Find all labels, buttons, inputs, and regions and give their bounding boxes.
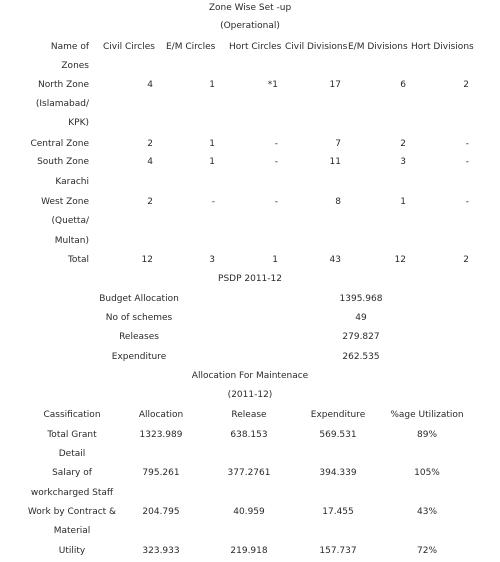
maint-cell: 72% bbox=[416, 546, 438, 556]
zone-cell: - bbox=[274, 197, 278, 207]
maint-cell: 1323.989 bbox=[139, 430, 183, 440]
zone-cell: - bbox=[211, 197, 215, 207]
zone-cell: *1 bbox=[267, 80, 278, 90]
zone-cell: 1 bbox=[209, 157, 215, 167]
zone-cell: 1 bbox=[272, 255, 278, 265]
zone-cell: - bbox=[274, 139, 278, 149]
zone-cell: 8 bbox=[335, 197, 341, 207]
maint-cell: 17.455 bbox=[322, 507, 354, 517]
maint-row-label-cont: Material bbox=[53, 526, 91, 536]
maint-header-classification: Cassification bbox=[43, 410, 101, 420]
zone-cell: 4 bbox=[147, 80, 153, 90]
zone-cell: - bbox=[465, 157, 469, 167]
maint-header-expenditure: Expenditure bbox=[310, 410, 366, 420]
zone-cell: 2 bbox=[147, 139, 153, 149]
maint-cell: 105% bbox=[414, 468, 440, 478]
zone-row-name-cont: (Islamabad/ bbox=[35, 99, 89, 109]
psdp-label: Expenditure bbox=[111, 352, 167, 362]
maint-cell: 394.339 bbox=[319, 468, 357, 478]
maint-cell: 323.933 bbox=[142, 546, 180, 556]
psdp-value: 262.535 bbox=[342, 352, 380, 362]
zone-row-name: Central Zone bbox=[30, 139, 89, 149]
maint-title: Allocation For Maintenace bbox=[191, 371, 309, 381]
zone-cell: 4 bbox=[147, 157, 153, 167]
zone-cell: 2 bbox=[463, 80, 469, 90]
zone-cell: 12 bbox=[394, 255, 406, 265]
zone-cell: 1 bbox=[400, 197, 406, 207]
zone-title: Zone Wise Set -up bbox=[208, 3, 292, 13]
psdp-label: Budget Allocation bbox=[99, 294, 179, 304]
maint-row-label-cont: workcharged Staff bbox=[30, 488, 114, 498]
maint-cell: 89% bbox=[416, 430, 438, 440]
maint-cell: 638.153 bbox=[230, 430, 268, 440]
maint-cell: 795.261 bbox=[142, 468, 180, 478]
zone-subtitle: (Operational) bbox=[220, 21, 280, 31]
psdp-value: 279.827 bbox=[342, 332, 380, 342]
maint-cell: 377.2761 bbox=[227, 468, 271, 478]
zone-cell: 12 bbox=[141, 255, 153, 265]
zone-cell: - bbox=[465, 139, 469, 149]
zone-header-name-cont: Zones bbox=[61, 61, 89, 71]
maint-row-label: Total Grant bbox=[47, 430, 97, 440]
zone-header-civil-circles: Civil Circles bbox=[103, 42, 155, 52]
maint-cell: 40.959 bbox=[233, 507, 265, 517]
maint-subtitle: (2011-12) bbox=[227, 390, 273, 400]
zone-cell: 1 bbox=[209, 80, 215, 90]
psdp-value: 49 bbox=[355, 313, 367, 323]
zone-cell: - bbox=[465, 197, 469, 207]
maint-row-label: Salary of bbox=[52, 468, 92, 478]
zone-cell: - bbox=[274, 157, 278, 167]
zone-cell: 1 bbox=[209, 139, 215, 149]
zone-cell: 2 bbox=[463, 255, 469, 265]
zone-cell: 43 bbox=[329, 255, 341, 265]
maint-cell: 204.795 bbox=[142, 507, 180, 517]
zone-cell: 2 bbox=[400, 139, 406, 149]
maint-cell: 157.737 bbox=[319, 546, 357, 556]
maint-header-utilization: %age Utilization bbox=[390, 410, 464, 420]
zone-cell: 11 bbox=[329, 157, 341, 167]
psdp-title: PSDP 2011-12 bbox=[218, 274, 282, 284]
zone-cell: 17 bbox=[329, 80, 341, 90]
zone-row-name-cont: (Quetta/ bbox=[51, 216, 89, 226]
zone-cell: 3 bbox=[209, 255, 215, 265]
maint-header-release: Release bbox=[231, 410, 267, 420]
zone-header-civil-divisions: Civil Divisions bbox=[285, 42, 348, 52]
maint-row-label: Utility bbox=[58, 546, 86, 556]
zone-row-name-cont: Multan) bbox=[54, 236, 89, 246]
psdp-value: 1395.968 bbox=[339, 294, 383, 304]
zone-row-name-cont: Karachi bbox=[55, 177, 89, 187]
maint-row-label-cont: Detail bbox=[58, 449, 86, 459]
maint-header-allocation: Allocation bbox=[138, 410, 184, 420]
zone-cell: 3 bbox=[400, 157, 406, 167]
maint-cell: 219.918 bbox=[230, 546, 268, 556]
zone-header-hort-divisions: Hort Divisions bbox=[411, 42, 474, 52]
psdp-label: Releases bbox=[119, 332, 159, 342]
zone-header-name: Name of bbox=[50, 42, 89, 52]
maint-cell: 569.531 bbox=[319, 430, 357, 440]
zone-header-em-divisions: E/M Divisions bbox=[348, 42, 408, 52]
zone-cell: 2 bbox=[147, 197, 153, 207]
zone-header-em-circles: E/M Circles bbox=[166, 42, 216, 52]
zone-header-hort-circles: Hort Circles bbox=[229, 42, 282, 52]
maint-cell: 43% bbox=[416, 507, 438, 517]
zone-row-name-cont: KPK) bbox=[68, 118, 89, 128]
zone-cell: 6 bbox=[400, 80, 406, 90]
psdp-label: No of schemes bbox=[105, 313, 173, 323]
zone-row-name: North Zone bbox=[38, 80, 89, 90]
zone-row-name: Total bbox=[67, 255, 89, 265]
zone-row-name: South Zone bbox=[37, 157, 89, 167]
zone-row-name: West Zone bbox=[41, 197, 89, 207]
zone-cell: 7 bbox=[335, 139, 341, 149]
maint-row-label: Work by Contract & bbox=[27, 507, 117, 517]
